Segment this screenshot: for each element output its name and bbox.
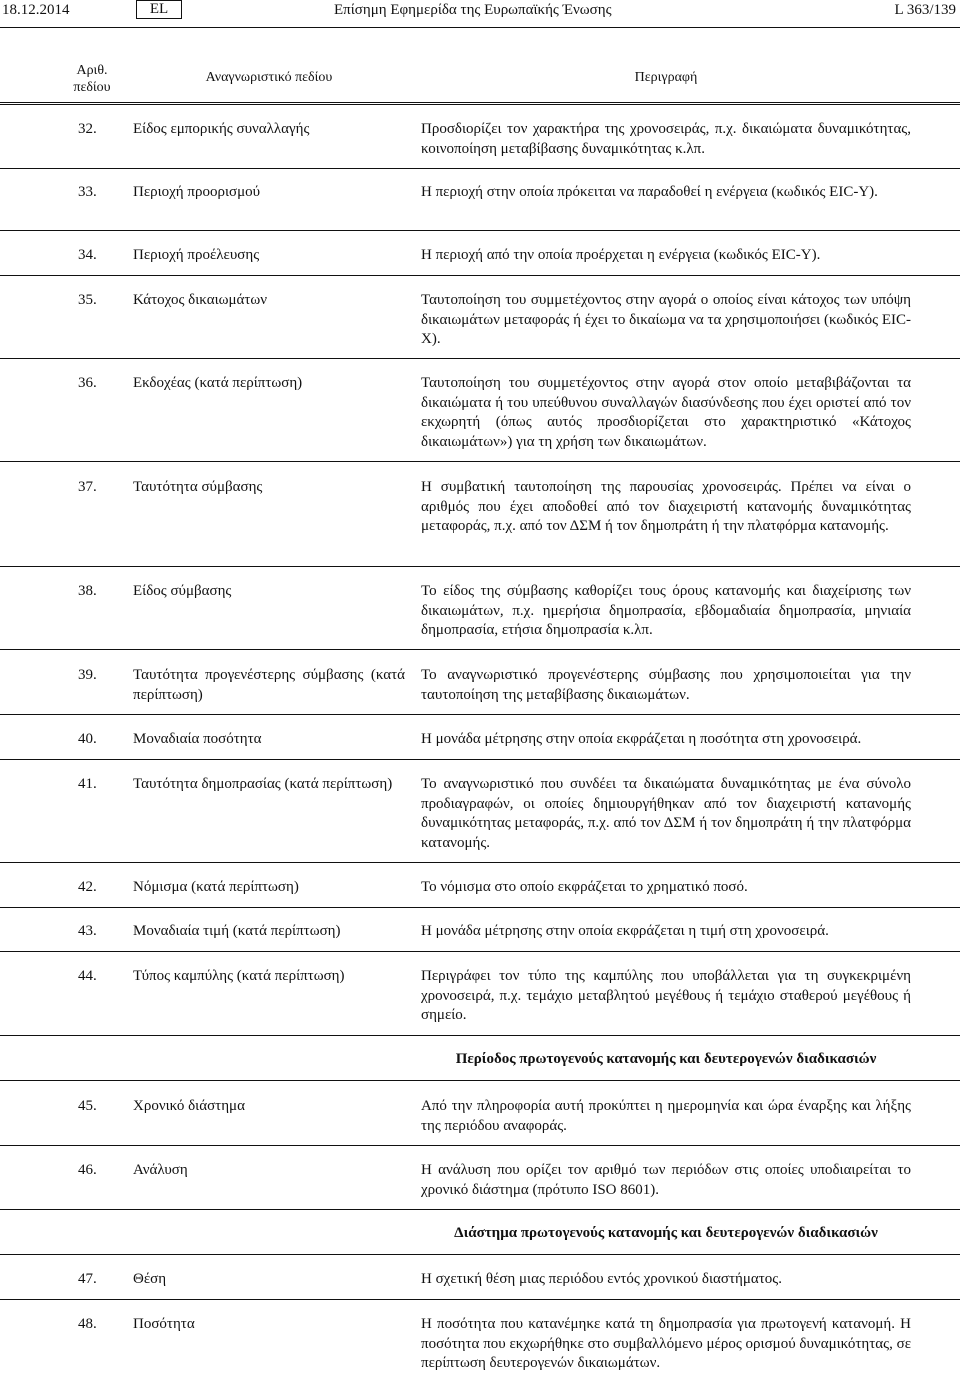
field-description: Η περιοχή από την οποία προέρχεται η ενέργεια (κωδικός EIC-Y). <box>421 247 821 263</box>
row-divider <box>0 230 960 231</box>
language-code-box: EL <box>136 0 182 19</box>
row-divider <box>0 461 960 462</box>
row-divider <box>0 1299 960 1300</box>
row-divider <box>0 907 960 908</box>
column-header-description: Περιγραφή <box>634 70 698 85</box>
row-divider <box>0 275 960 276</box>
field-identifier: Ταυτότητα δημοπρασίας (κατά περίπτωση) <box>133 776 393 792</box>
section-heading: Περίοδος πρωτογενούς κατανομής και δευτερογενών διαδικασιών <box>455 1051 877 1067</box>
field-identifier: Περιοχή προορισμού <box>133 184 261 200</box>
journal-title: Επίσημη Εφημερίδα της Ευρωπαϊκής Ένωσης <box>334 2 612 18</box>
field-number: 32. <box>78 121 97 137</box>
field-description: Το αναγνωριστικό προγενέστερης σύμβασης που χρησιμοποιείται για την ταυτοποίηση της μεταβίβασης δικαιωμάτων. <box>421 667 911 703</box>
column-header-number-line2: πεδίου <box>73 80 111 95</box>
field-description: Περιγράφει τον τύπο της καμπύλης που υποβάλλεται για τη συγκεκριμένη χρονοσειρά, π.χ. τεμάχιο μεταβλητού μεγέθους ή τεμάχιο σταθερού μεγέθους ή σημείο. <box>421 968 911 1023</box>
field-identifier: Μοναδιαία τιμή (κατά περίπτωση) <box>133 923 341 939</box>
column-header-number-line1: Αριθ. <box>76 63 108 78</box>
field-number: 40. <box>78 731 97 747</box>
row-divider <box>0 1254 960 1255</box>
row-divider <box>0 1209 960 1210</box>
field-description: Το είδος της σύμβασης καθορίζει τους όρους κατανομής και διαχείρισης των δικαιωμάτων, π.χ. ημερήσια δημοπρασία, εβδομαδιαία δημοπρασία, μηνιαία δημοπρασία, ετήσια δημοπρασία κ.λπ. <box>421 583 911 638</box>
field-identifier: Ταυτότητα προγενέστερης σύμβασης (κατά περίπτωση) <box>133 667 405 703</box>
field-description: Από την πληροφορία αυτή προκύπτει η ημερομηνία και ώρα έναρξης και λήξης της περιόδου αναφοράς. <box>421 1098 911 1134</box>
field-identifier: Εκδοχέας (κατά περίπτωση) <box>133 375 303 391</box>
table-header-rule <box>0 102 960 105</box>
field-identifier: Είδος σύμβασης <box>133 583 232 599</box>
field-description: Προσδιορίζει τον χαρακτήρα της χρονοσειράς, π.χ. δικαιώματα δυναμικότητας, κοινοποίηση μεταβίβασης δυναμικότητας κ.λπ. <box>421 121 911 157</box>
row-divider <box>0 759 960 760</box>
page-reference: L 363/139 <box>894 2 956 18</box>
field-number: 44. <box>78 968 97 984</box>
field-number: 48. <box>78 1316 97 1332</box>
section-heading: Διάστημα πρωτογενούς κατανομής και δευτερογενών διαδικασιών <box>454 1225 878 1241</box>
field-identifier: Ταυτότητα σύμβασης <box>133 479 263 495</box>
field-description: Η μονάδα μέτρησης στην οποία εκφράζεται η ποσότητα στη χρονοσειρά. <box>421 731 862 747</box>
field-number: 45. <box>78 1098 97 1114</box>
row-divider <box>0 1145 960 1146</box>
row-divider <box>0 168 960 169</box>
field-description: Η ποσότητα που κατανέμηκε κατά τη δημοπρασία για πρωτογενή κατανομή. Η ποσότητα που εκχωρήθηκε στο συμβαλλόμενο μέρος ορισμού δυναμικότητας, σε περίπτωση δευτερογενών δικαιωμάτων. <box>421 1316 911 1371</box>
field-description: Το αναγνωριστικό που συνδέει τα δικαιώματα δυναμικότητας με ένα σύνολο προδιαγραφών, οι οποίες δημιουργήθηκαν από τον διαχειριστή κατανομής δυναμικότητας μεταφοράς, π.χ. από τον ΔΣΜ ή τον δημοπράτη ή την πλατφόρμα κατανομής. <box>421 776 911 851</box>
field-identifier: Ανάλυση <box>133 1162 188 1178</box>
field-description: Η μονάδα μέτρησης στην οποία εκφράζεται η τιμή στη χρονοσειρά. <box>421 923 829 939</box>
field-description: Το νόμισμα στο οποίο εκφράζεται το χρηματικό ποσό. <box>421 879 748 895</box>
field-number: 35. <box>78 292 97 308</box>
field-number: 43. <box>78 923 97 939</box>
row-divider <box>0 358 960 359</box>
field-number: 33. <box>78 184 97 200</box>
field-number: 46. <box>78 1162 97 1178</box>
field-description: Ταυτοποίηση του συμμετέχοντος στην αγορά ο οποίος είναι κάτοχος των υπόψη δικαιωμάτων μεταφοράς ή έχει το δικαίωμα να τα χρησιμοποιήσει (κωδικός EIC-X). <box>421 292 911 347</box>
field-number: 38. <box>78 583 97 599</box>
row-divider <box>0 1080 960 1081</box>
field-description: Η ανάλυση που ορίζει τον αριθμό των περιόδων στις οποίες υποδιαιρείται το χρονικό διάστημα (πρότυπο ISO 8601). <box>421 1162 911 1198</box>
field-description: Ταυτοποίηση του συμμετέχοντος στην αγορά στον οποίο μεταβιβάζονται τα δικαιώματα ή του υπεύθυνου συναλλαγών διασύνδεσης που έχει οριστεί από τον εκχωρητή (όπως αυτός προσδιορίζεται στο χαρακτηριστικό «Κάτοχος δικαιωμάτων») για τη χρήση των δικαιωμάτων. <box>421 375 911 450</box>
row-divider <box>0 862 960 863</box>
field-number: 47. <box>78 1271 97 1287</box>
field-identifier: Τύπος καμπύλης (κατά περίπτωση) <box>133 968 345 984</box>
field-identifier: Περιοχή προέλευσης <box>133 247 260 263</box>
column-header-number <box>60 62 124 96</box>
header-rule <box>0 27 960 28</box>
field-number: 42. <box>78 879 97 895</box>
publication-date: 18.12.2014 <box>2 2 70 18</box>
field-identifier: Ποσότητα <box>133 1316 195 1332</box>
field-number: 37. <box>78 479 97 495</box>
field-description: Η περιοχή στην οποία πρόκειται να παραδοθεί η ενέργεια (κωδικός EIC-Y). <box>421 184 878 200</box>
field-number: 34. <box>78 247 97 263</box>
row-divider <box>0 714 960 715</box>
field-number: 39. <box>78 667 97 683</box>
row-divider <box>0 1035 960 1036</box>
running-header <box>0 0 960 28</box>
field-description: Η σχετική θέση μιας περιόδου εντός χρονικού διαστήματος. <box>421 1271 782 1287</box>
field-identifier: Κάτοχος δικαιωμάτων <box>133 292 268 308</box>
field-identifier: Θέση <box>133 1271 167 1287</box>
row-divider <box>0 649 960 650</box>
row-divider <box>0 566 960 567</box>
field-identifier: Νόμισμα (κατά περίπτωση) <box>133 879 299 895</box>
row-divider <box>0 951 960 952</box>
field-number: 41. <box>78 776 97 792</box>
field-identifier: Μοναδιαία ποσότητα <box>133 731 262 747</box>
field-description: Η συμβατική ταυτοποίηση της παρουσίας χρονοσειράς. Πρέπει να είναι ο αριθμός που έχει αποδοθεί από τον διαχειριστή κατανομής δυναμικότητας μεταφοράς, π.χ. από τον ΔΣΜ ή τον δημοπράτη ή την πλατφόρμα κατανομής. <box>421 479 911 534</box>
field-identifier: Χρονικό διάστημα <box>133 1098 245 1114</box>
field-identifier: Είδος εμπορικής συναλλαγής <box>133 121 310 137</box>
column-header-identifier: Αναγνωριστικό πεδίου <box>205 70 333 85</box>
field-number: 36. <box>78 375 97 391</box>
